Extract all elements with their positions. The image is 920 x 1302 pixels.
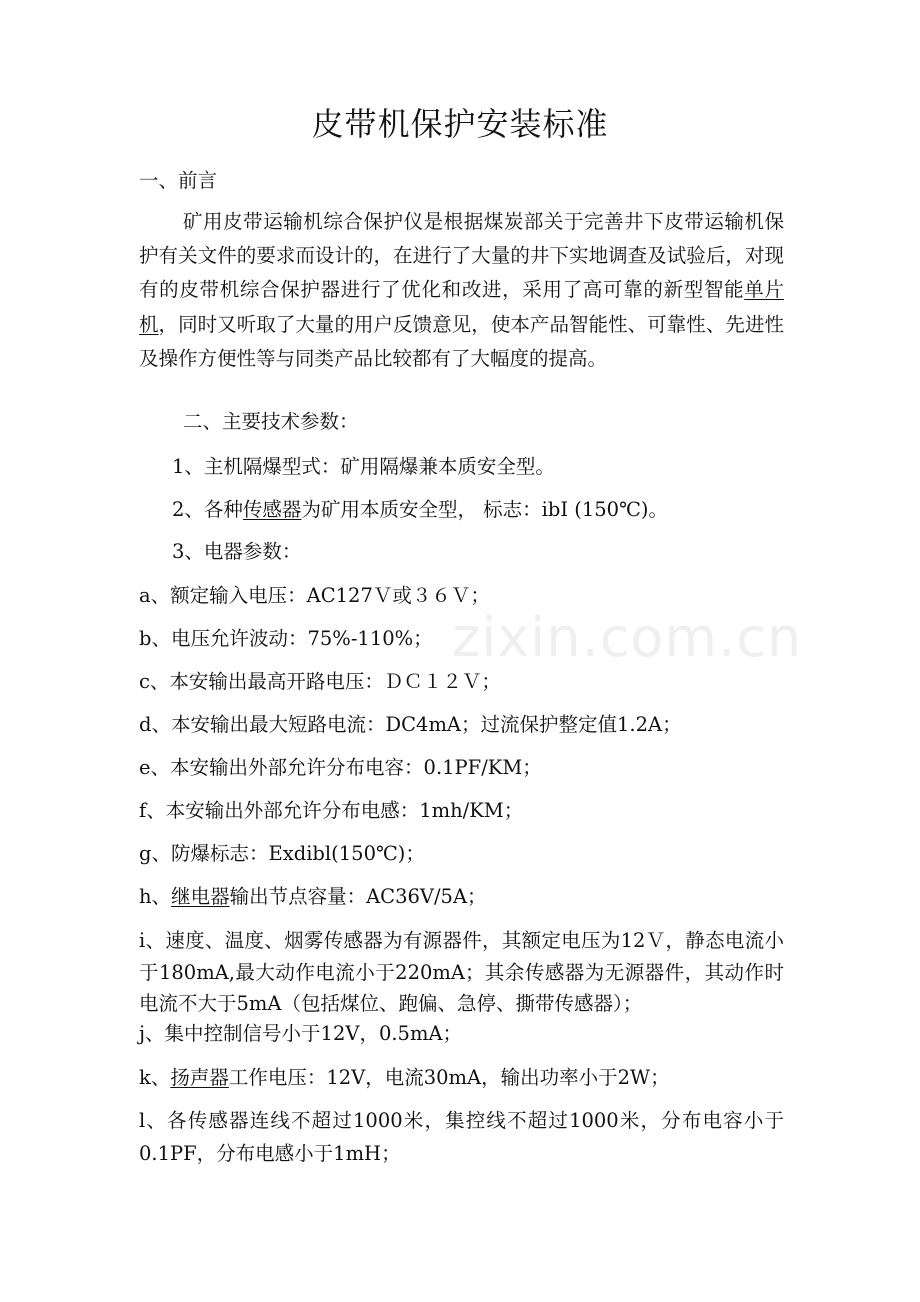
link-single-chip[interactable]: 单片机 [139,278,784,336]
param-item-2-suffix: 为矿用本质安全型， 标志：ibI (150℃)。 [301,498,669,521]
param-d: d、本安输出最大短路电流：DC4mA；过流保护整定值1.2A； [139,713,682,736]
link-relay[interactable]: 继电器 [171,885,230,908]
param-c: c、本安输出最高开路电压：ＤＣ１２Ｖ； [139,670,501,693]
intro-paragraph [139,205,784,376]
param-l [139,1104,784,1170]
param-item-2-prefix: 2、各种 [172,498,243,521]
section-heading-params: 二、主要技术参数： [183,410,359,433]
param-a: a、额定输入电压：AC127Ｖ或３６Ｖ； [139,584,490,607]
link-speaker[interactable]: 扬声器 [170,1066,229,1089]
param-h [139,881,487,913]
param-j: j、集中控制信号小于12V，0.5mA； [139,1022,463,1045]
param-g: g、防爆标志：Exdibl(150℃)； [139,842,425,865]
section-heading-preface: 一、前言 [139,169,218,192]
param-i-text: i、速度、温度、烟雾传感器为有源器件，其额定电压为12Ｖ，静态电流小于180mA,最大动作电流小于220mA；其余传感器为无源器件，其动作时电流不大于5mA（包括煤位、跑偏、急停、撕带传感器）； [139,929,784,1015]
param-k [139,1062,670,1094]
param-item-1: 1、主机隔爆型式：矿用隔爆兼本质安全型。 [172,455,555,478]
param-b: b、电压允许波动：75%-110%； [139,627,433,650]
intro-text-2: ，同时又听取了大量的用户反馈意见，使本产品智能性、可靠性、先进性及操作方便性等与同类产品比较都有了大幅度的提高。 [139,312,784,370]
intro-text-1: 矿用皮带运输机综合保护仪是根据煤炭部关于完善井下皮带运输机保护有关文件的要求而设计的，在进行了大量的井下实地调查及试验后，对现有的皮带机综合保护器进行了优化和改进，采用了高可靠的新型智能 [139,210,784,302]
param-item-3: 3、电器参数： [172,540,302,563]
param-e: e、本安输出外部允许分布电容：0.1PF/KM； [139,756,542,779]
param-i [139,925,784,1020]
param-k-prefix: k、 [139,1066,171,1089]
param-l-text: l、各传感器连线不超过1000米，集控线不超过1000米，分布电容小于0.1PF，分布电感小于1mH； [139,1109,784,1165]
param-h-prefix: h、 [139,885,172,908]
page-title: 皮带机保护安装标准 [311,105,609,143]
link-sensor[interactable]: 传感器 [242,498,302,521]
watermark: zixin.com.cn [452,606,803,669]
param-f: f、本安输出外部允许分布电感：1mh/KM； [139,799,524,822]
param-k-suffix: 工作电压：12V，电流30mA，输出功率小于2W； [228,1066,670,1089]
param-h-suffix: 输出节点容量：AC36V/5A； [229,885,487,908]
param-item-2 [172,494,668,526]
